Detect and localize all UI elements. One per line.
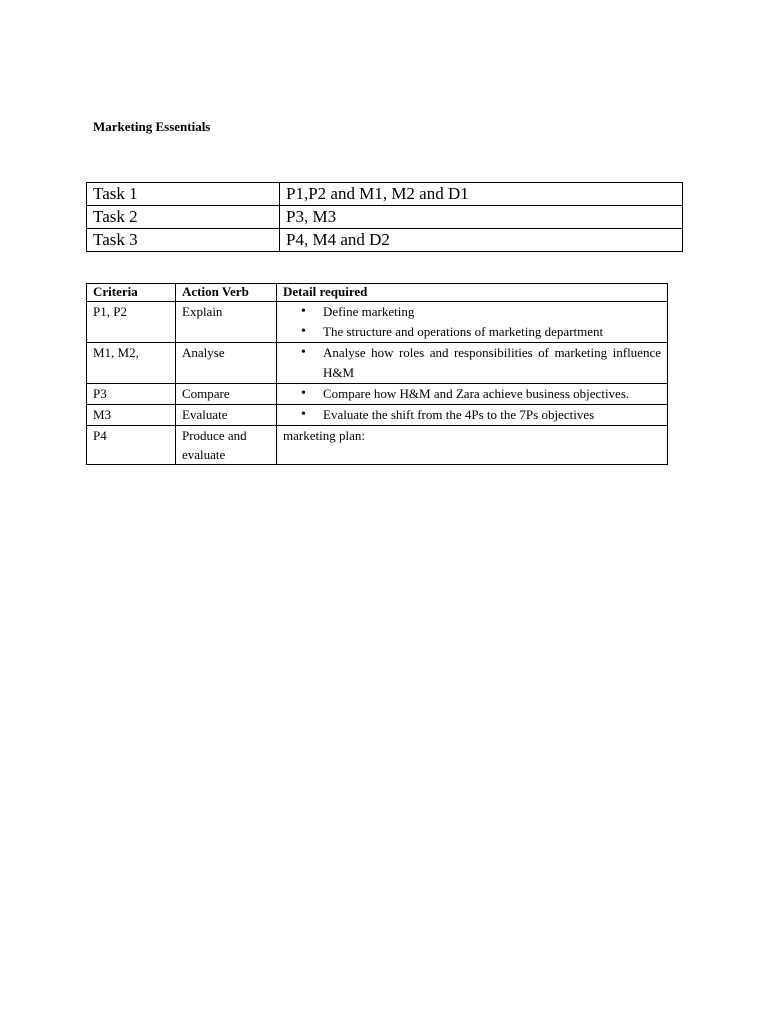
- list-item: • Evaluate the shift from the 4Ps to the 7Ps objectives: [323, 405, 661, 425]
- table-row: [87, 206, 683, 229]
- column-header-criteria: Criteria: [87, 284, 176, 302]
- detail-cell: [277, 405, 668, 426]
- criteria-cell: P3: [87, 384, 176, 405]
- task-name-cell: Task 3: [87, 229, 280, 252]
- table-row: [87, 229, 683, 252]
- verb-cell: Produce and evaluate: [176, 426, 277, 465]
- task-criteria-cell: P4, M4 and D2: [280, 229, 683, 252]
- list-item: • Define marketing: [323, 302, 661, 322]
- criteria-table: [86, 283, 668, 465]
- detail-list: [283, 343, 661, 383]
- list-item: • Analyse how roles and responsibilities of marketing influence H&M: [323, 343, 661, 383]
- table-row: [87, 302, 668, 343]
- table-header-row: [87, 284, 668, 302]
- list-item: • Compare how H&M and Zara achieve business objectives.: [323, 384, 661, 404]
- list-item: • The structure and operations of marketing department: [323, 322, 661, 342]
- table-row: [87, 343, 668, 384]
- verb-cell: Compare: [176, 384, 277, 405]
- task-criteria-cell: P3, M3: [280, 206, 683, 229]
- criteria-cell: M3: [87, 405, 176, 426]
- detail-list: [283, 302, 661, 342]
- detail-list: [283, 384, 661, 404]
- page-title: Marketing Essentials: [93, 119, 211, 134]
- detail-cell: [277, 384, 668, 405]
- criteria-cell: P4: [87, 426, 176, 465]
- verb-cell: Explain: [176, 302, 277, 343]
- table-row: [87, 384, 668, 405]
- detail-cell: [277, 343, 668, 384]
- tasks-table: [86, 182, 683, 252]
- column-header-action-verb: Action Verb: [176, 284, 277, 302]
- verb-cell: Evaluate: [176, 405, 277, 426]
- task-name-cell: Task 1: [87, 183, 280, 206]
- column-header-detail: Detail required: [277, 284, 668, 302]
- detail-cell: marketing plan:: [277, 426, 668, 465]
- criteria-cell: M1, M2,: [87, 343, 176, 384]
- task-criteria-cell: P1,P2 and M1, M2 and D1: [280, 183, 683, 206]
- verb-cell: Analyse: [176, 343, 277, 384]
- task-name-cell: Task 2: [87, 206, 280, 229]
- table-row: [87, 426, 668, 465]
- table-row: [87, 405, 668, 426]
- detail-list: [283, 405, 661, 425]
- table-row: [87, 183, 683, 206]
- criteria-cell: P1, P2: [87, 302, 176, 343]
- detail-cell: [277, 302, 668, 343]
